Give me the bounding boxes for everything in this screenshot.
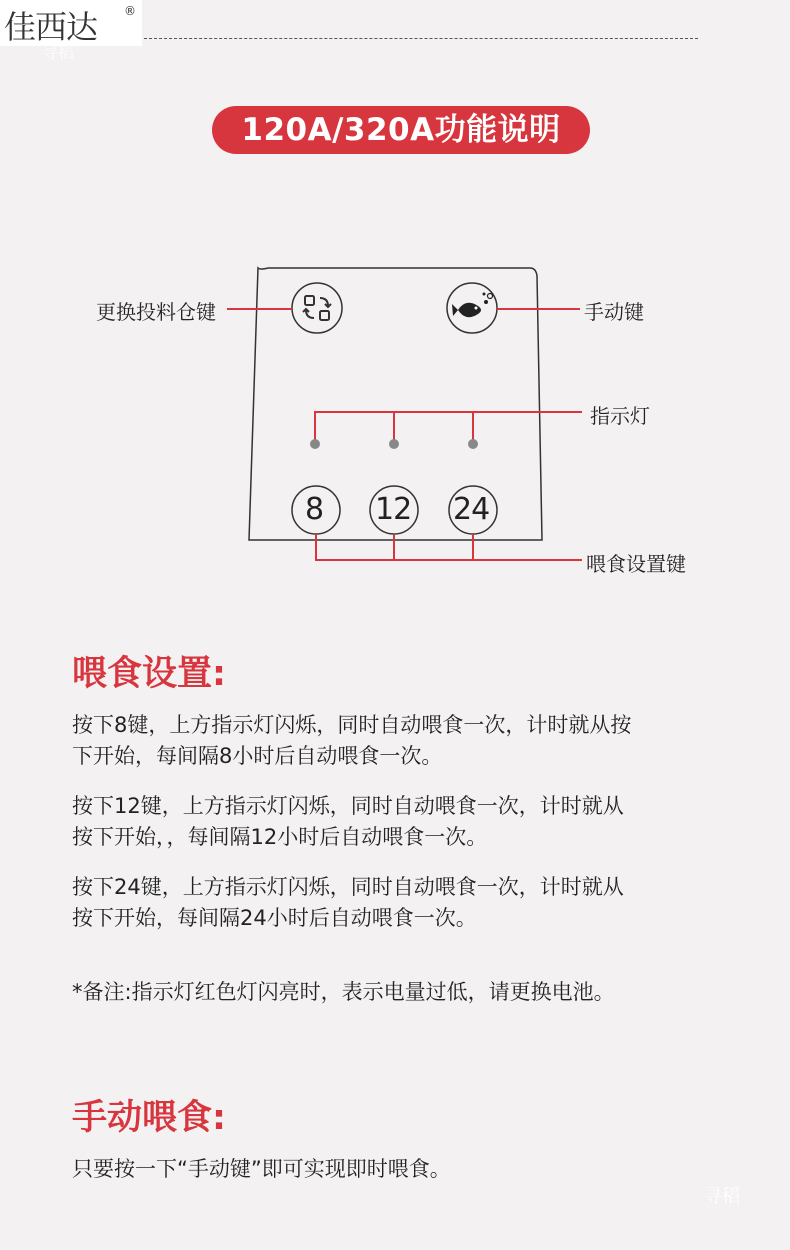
feed-paragraph-24 — [72, 872, 752, 934]
replace-bin-label: 更换投料仓键 — [96, 300, 216, 324]
feed-setting-label: 喂食设置键 — [586, 552, 686, 576]
replace-bin-button — [292, 283, 342, 333]
rotate-swap-icon — [303, 296, 331, 320]
page-title: 120A/320A功能说明 — [212, 106, 590, 154]
device-diagram — [0, 240, 790, 600]
feed-settings-heading: 喂食设置: — [72, 654, 226, 694]
paragraph-line: 按下开始，，每间隔12小时后自动喂食一次。 — [72, 825, 488, 849]
paragraph-line: 下开始，每间隔8小时后自动喂食一次。 — [72, 744, 443, 768]
indicator-label: 指示灯 — [590, 404, 650, 428]
registered-mark: ® — [124, 4, 136, 18]
watermark-top: 寻稻 — [42, 43, 75, 62]
paragraph-line: 按下8键，上方指示灯闪烁，同时自动喂食一次，计时就从按 — [72, 713, 632, 737]
logo-text: 佳西达 — [4, 8, 98, 46]
manual-feeding-heading: 手动喂食: — [72, 1098, 226, 1138]
paragraph-line: 按下24键，上方指示灯闪烁，同时自动喂食一次，计时就从 — [72, 875, 624, 899]
indicator-light-3 — [468, 439, 478, 449]
feed-button-8-label: 8 — [305, 492, 325, 527]
feed-paragraph-8 — [72, 710, 752, 772]
indicator-light-1 — [310, 439, 320, 449]
fish-icon — [452, 293, 493, 318]
indicator-light-2 — [389, 439, 399, 449]
paragraph-line: 按下12键，上方指示灯闪烁，同时自动喂食一次，计时就从 — [72, 794, 624, 818]
manual-key-label: 手动键 — [584, 300, 644, 324]
battery-note: *备注:指示灯红色灯闪亮时，表示电量过低，请更换电池。 — [72, 980, 615, 1004]
watermark-bottom: 寻稻 — [704, 1186, 740, 1207]
feed-button-12-label: 12 — [375, 492, 412, 527]
feed-button-24-label: 24 — [453, 492, 490, 527]
dashed-divider — [144, 38, 698, 39]
manual-feeding-text: 只要按一下“手动键”即可实现即时喂食。 — [72, 1157, 451, 1181]
paragraph-line: 按下开始，每间隔24小时后自动喂食一次。 — [72, 906, 477, 930]
feed-paragraph-12 — [72, 791, 752, 853]
